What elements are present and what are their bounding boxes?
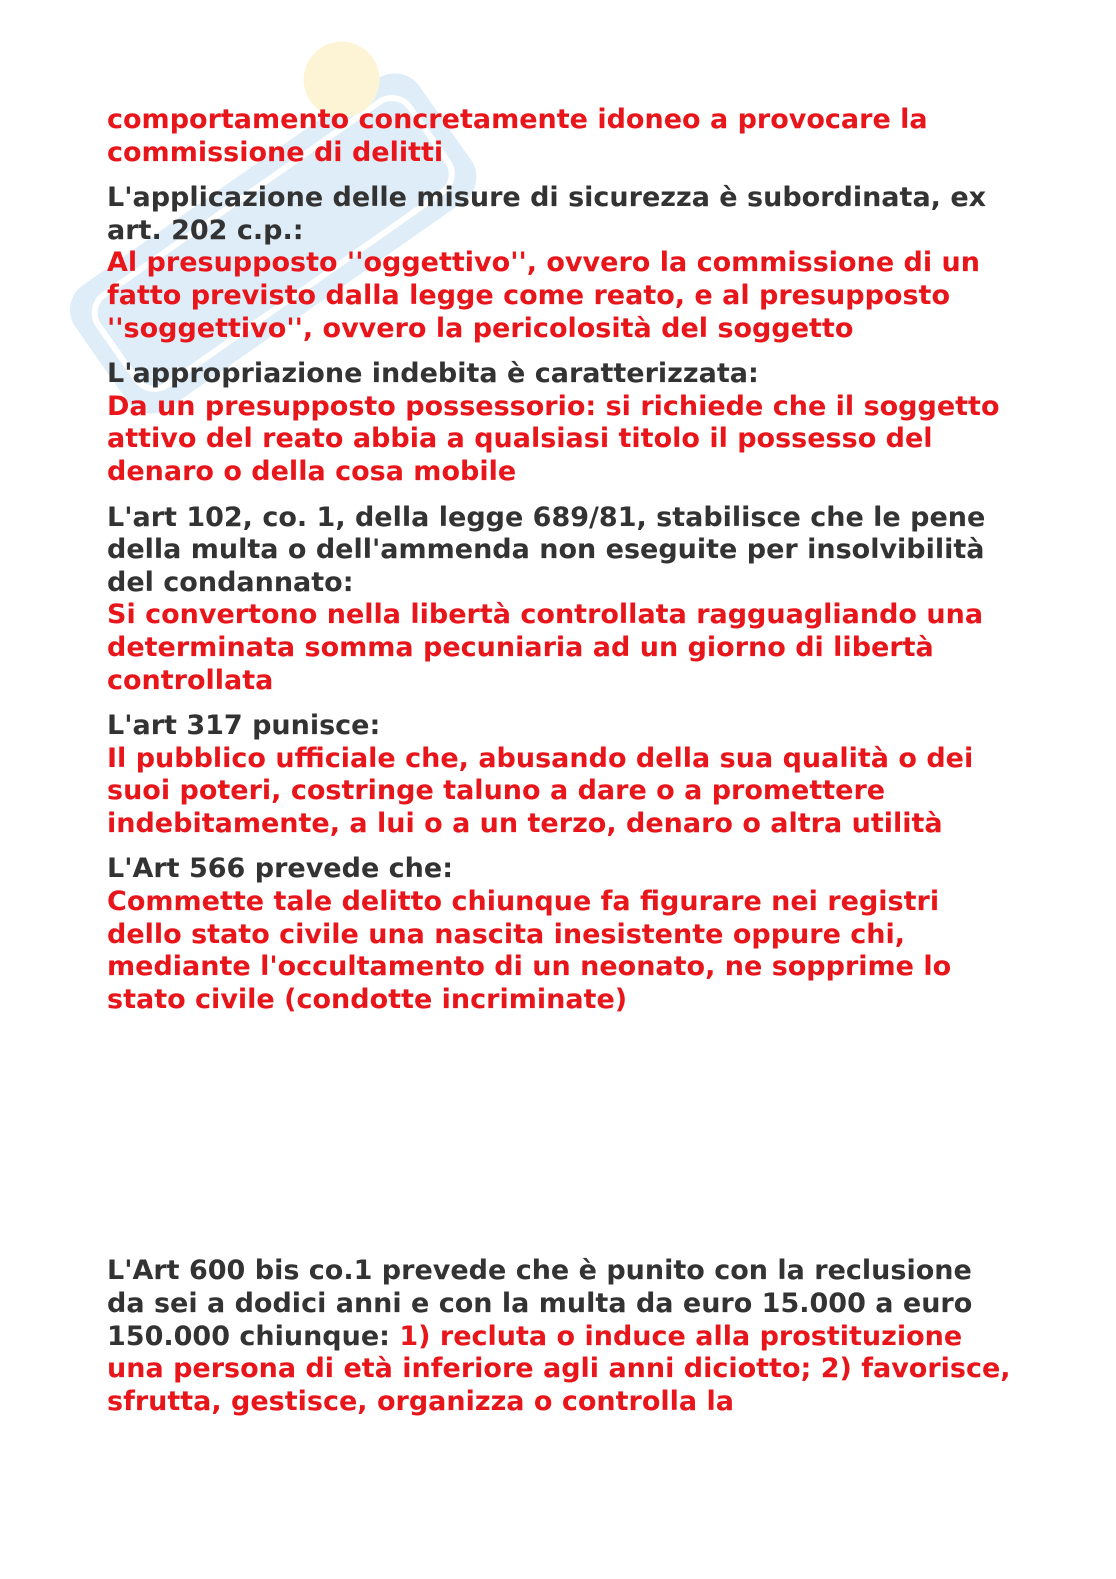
- answer-text: Il pubblico ufficiale che, abusando della sua qualità o dei suoi poteri, costringe taluno a dare o a promettere indebitamente, a lui o a un terzo, denaro o altra utilità: [107, 742, 974, 839]
- qa-block-3: [107, 358, 1012, 488]
- answer-text: Si convertono nella libertà controllata ragguagliando una determinata somma pecuniaria ad un giorno di libertà controllata: [107, 599, 984, 696]
- question-text: L'art 102, co. 1, della legge 689/81, stabilisce che le pene della multa o dell'ammenda non eseguite per insolvibilità del condannato:: [107, 501, 986, 598]
- qa-block-1: [107, 104, 1012, 169]
- qa-block-6: [107, 853, 1012, 1016]
- answer-text: 1) recluta o induce alla prostituzione una persona di età inferiore agli anni diciotto; 2) favorisce, sfrutta, gestisce, organizza o controlla la: [107, 1320, 1011, 1417]
- question-text: L'art 317 punisce:: [107, 710, 381, 742]
- question-text: L'Art 566 prevede che:: [107, 853, 453, 885]
- qa-block-4: [107, 502, 1012, 698]
- question-text: L'Art 600 bis co.1 prevede che è punito con la reclusione da sei a dodici anni e con la multa da euro 15.000 a euro 150.000 chiunque:: [107, 1255, 973, 1352]
- answer-text: comportamento concretamente idoneo a provocare la commissione di delitti: [107, 104, 928, 168]
- answer-text: Da un presupposto possessorio: si richiede che il soggetto attivo del reato abbia a qualsiasi titolo il possesso del denaro o della cosa mobile: [107, 390, 1000, 487]
- question-text: L'appropriazione indebita è caratterizzata:: [107, 358, 759, 390]
- document-body: [107, 104, 1012, 1431]
- qa-block-5: [107, 710, 1012, 840]
- question-text: L'applicazione delle misure di sicurezza è subordinata, ex art. 202 c.p.:: [107, 182, 987, 246]
- page-gap: [107, 1029, 1012, 1255]
- qa-block-2: [107, 182, 1012, 345]
- qa-block-7: [107, 1255, 1012, 1418]
- answer-text: Al presupposto ''oggettivo'', ovvero la commissione di un fatto previsto dalla legge come reato, e al presupposto ''soggettivo'', ovvero la pericolosità del soggetto: [107, 247, 980, 344]
- answer-text: Commette tale delitto chiunque fa figurare nei registri dello stato civile una nascita inesistente oppure chi, mediante l'occultamento di un neonato, ne sopprime lo stato civile (condotte incriminate): [107, 886, 952, 1015]
